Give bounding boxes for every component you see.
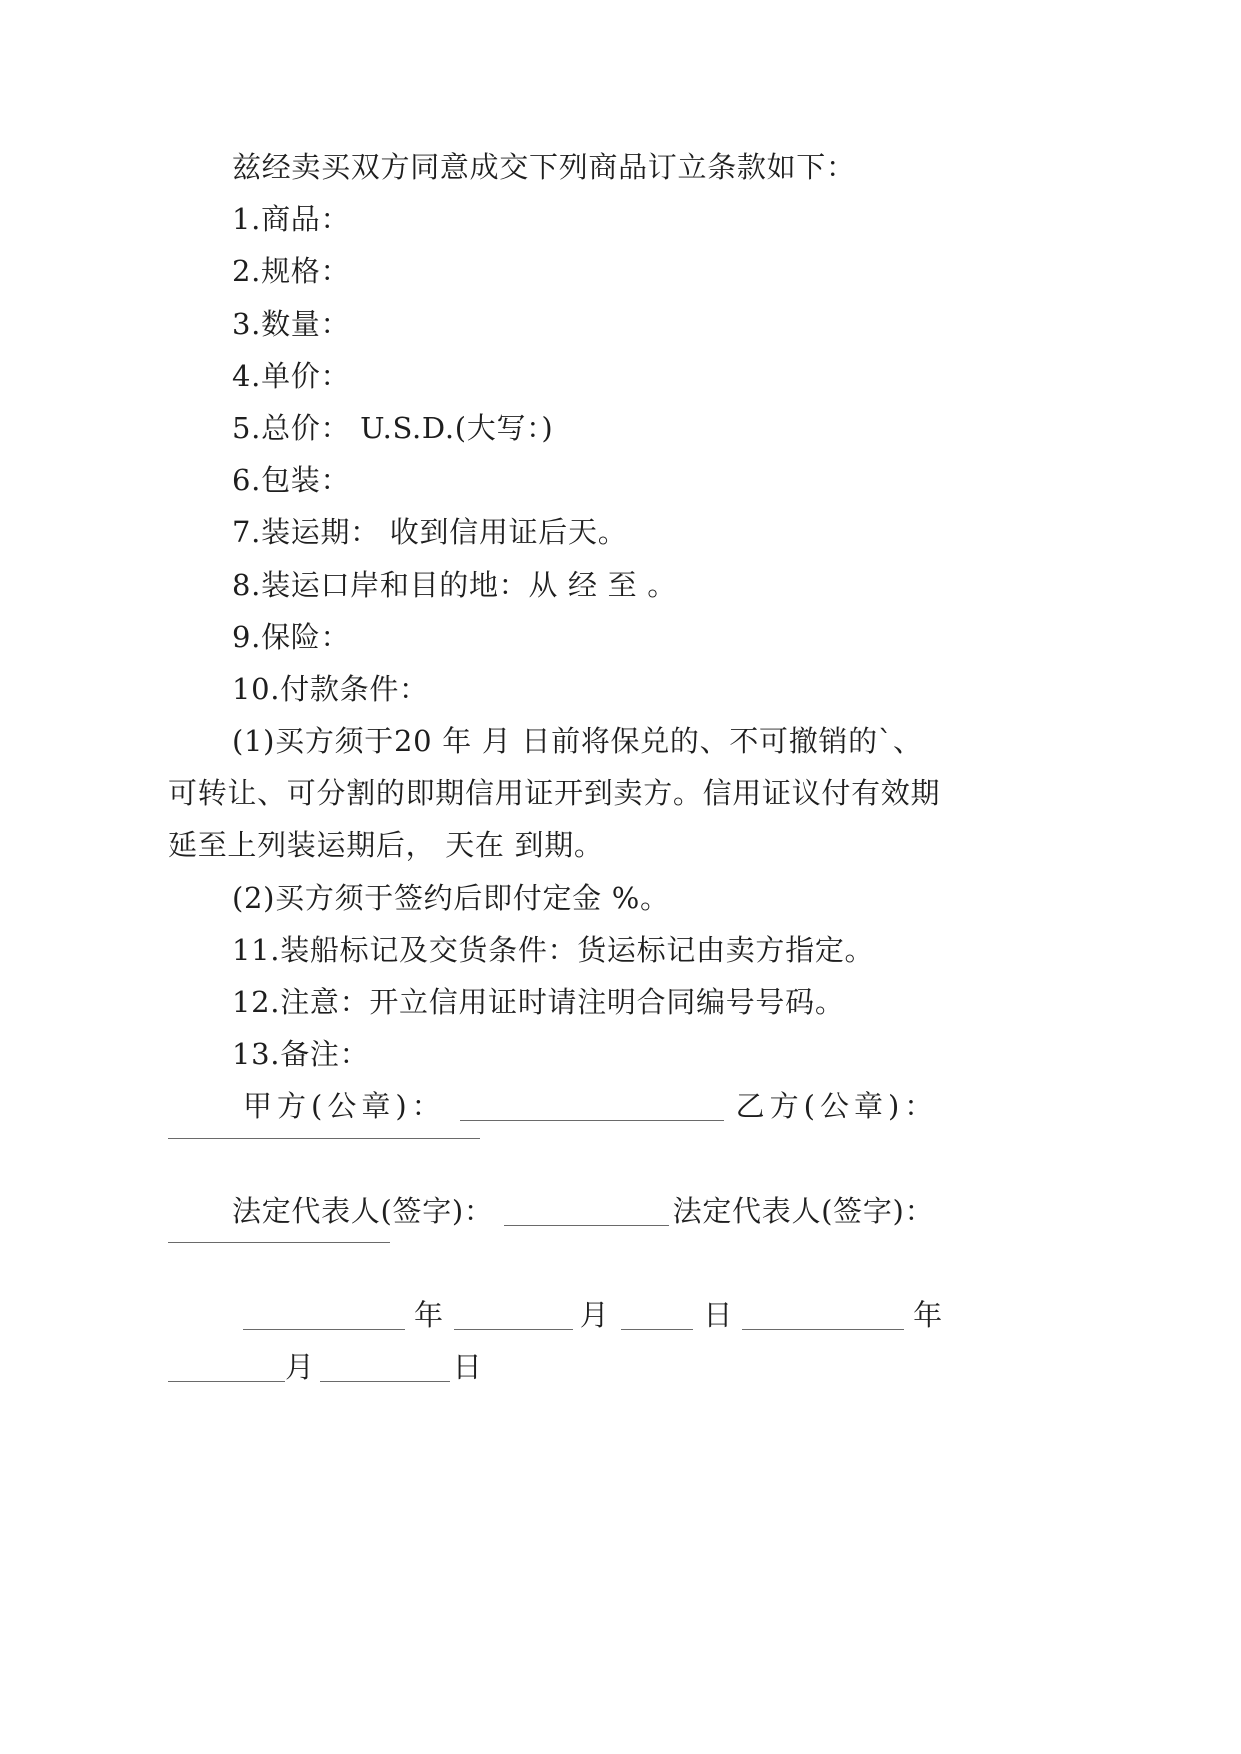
date-b-day-blank bbox=[320, 1381, 450, 1382]
clause-shipping-marks: 11.装船标记及交货条件：货运标记由卖方指定。 bbox=[232, 932, 875, 967]
clause-ports: 8.装运口岸和目的地：从 经 至 。 bbox=[232, 567, 677, 602]
clause-insurance: 9.保险： bbox=[232, 619, 351, 654]
date-a-month-blank bbox=[454, 1329, 573, 1330]
date-b-year-label: 年 bbox=[913, 1298, 943, 1333]
clause-notice: 12.注意：开立信用证时请注明合同编号号码。 bbox=[232, 985, 845, 1019]
date-b-row bbox=[168, 1341, 968, 1393]
payment-term-2: (2)买方须于签约后即付定金 %。 bbox=[232, 880, 670, 915]
rep-b-signature-blank bbox=[168, 1242, 390, 1243]
contract-body bbox=[168, 141, 968, 1394]
clause-payment-terms: 10.付款条件： bbox=[232, 671, 429, 706]
party-a-seal-blank bbox=[460, 1120, 724, 1121]
party-b-seal-blank bbox=[168, 1138, 480, 1139]
payment-term-1-line-1: (1)买方须于20 年 月 日前将保兑的、不可撤销的`、 bbox=[232, 724, 923, 759]
date-a-year-label: 年 bbox=[414, 1298, 444, 1333]
date-b-day-label: 日 bbox=[452, 1350, 483, 1385]
rep-a-signature-blank bbox=[504, 1225, 669, 1226]
clause-total-price: 5.总价： U.S.D.(大写：) bbox=[232, 410, 554, 445]
date-b-month-label: 月 bbox=[285, 1350, 315, 1385]
party-b-seal-row bbox=[168, 1133, 968, 1185]
date-a-year-blank bbox=[243, 1329, 405, 1330]
payment-term-1-line-3: 延至上列装运期后， 天在 到期。 bbox=[168, 828, 604, 863]
date-b-month-blank bbox=[168, 1381, 285, 1382]
clause-remarks: 13.备注： bbox=[232, 1037, 370, 1072]
clause-specification: 2.规格： bbox=[232, 254, 351, 289]
contract-intro: 兹经卖买双方同意成交下列商品订立条款如下： bbox=[232, 150, 856, 184]
party-seal-row bbox=[168, 1080, 968, 1132]
party-a-seal-label: 甲方(公章)： bbox=[243, 1089, 446, 1124]
rep-b-label: 法定代表人(签字)： bbox=[672, 1193, 935, 1228]
clause-unit-price: 4.单价： bbox=[232, 358, 351, 393]
payment-term-1-line-2: 可转让、可分割的即期信用证开到卖方。信用证议付有效期 bbox=[168, 776, 941, 811]
date-b-year-blank bbox=[742, 1329, 904, 1330]
date-a-day-label: 日 bbox=[703, 1298, 734, 1333]
date-row bbox=[168, 1289, 968, 1341]
clause-shipment-period: 7.装运期： 收到信用证后天。 bbox=[232, 515, 628, 550]
representative-row bbox=[168, 1185, 968, 1237]
date-a-month-label: 月 bbox=[579, 1298, 610, 1333]
rep-b-signature-row bbox=[168, 1237, 968, 1289]
rep-a-label: 法定代表人(签字)： bbox=[232, 1193, 494, 1228]
clause-quantity: 3.数量： bbox=[232, 306, 351, 341]
date-a-day-blank bbox=[621, 1329, 693, 1330]
clause-packing: 6.包装： bbox=[232, 463, 351, 498]
clause-goods: 1.商品： bbox=[232, 202, 351, 237]
party-b-seal-label: 乙方(公章)： bbox=[735, 1089, 939, 1124]
